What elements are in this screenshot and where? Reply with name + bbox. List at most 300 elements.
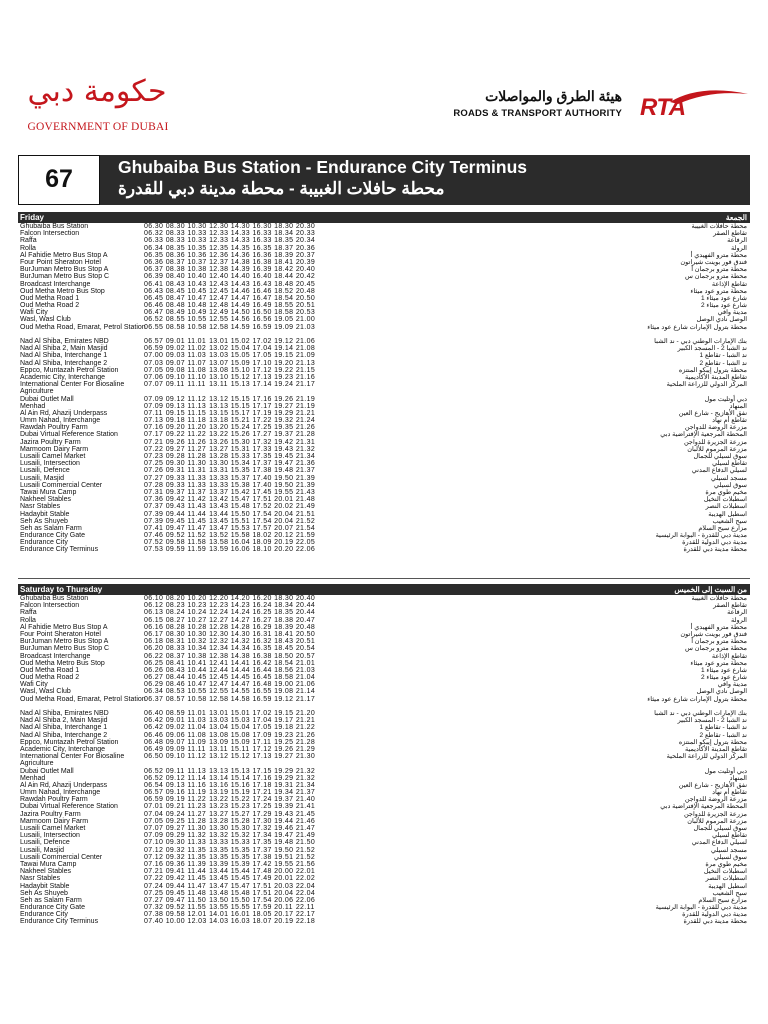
departure-time: 21.52	[295, 846, 316, 854]
departure-time: 08.33	[165, 645, 185, 653]
departure-time: 08.47	[165, 294, 185, 302]
departure-time: 06.10	[144, 595, 164, 602]
stop-name-arabic: مزرعة الروضة للدواجن	[684, 796, 747, 804]
departure-time: 21.59	[295, 532, 316, 540]
departure-time: 21.08	[295, 345, 316, 353]
departure-time: 19.09	[274, 323, 294, 331]
departure-time: 06.59	[144, 345, 164, 353]
departure-time: 17.13	[252, 373, 272, 381]
departure-time: 18.48	[274, 280, 294, 288]
departure-time: 09.44	[165, 882, 185, 890]
departure-time: 17.11	[252, 738, 272, 746]
table-row	[18, 645, 750, 652]
departure-time: 21.28	[295, 431, 316, 439]
departure-time: 18.39	[274, 251, 294, 259]
departure-time: 19.27	[274, 402, 294, 410]
saturday-to-thursday-timetable	[18, 584, 750, 926]
departure-time: 09.52	[165, 904, 185, 912]
departure-time: 06.41	[144, 280, 164, 288]
table-row	[18, 496, 750, 503]
departure-time: 14.01	[209, 911, 229, 919]
departure-time: 11.22	[187, 796, 207, 804]
departure-time: 07.38	[144, 911, 164, 919]
departure-times	[144, 532, 318, 539]
departure-time: 14.59	[230, 323, 251, 331]
stop-name: International Center For Biosaline Agriculture	[20, 381, 125, 396]
section-label-arabic: الجمعة	[725, 213, 747, 222]
departure-time: 15.13	[230, 767, 251, 775]
departure-time: 13.19	[209, 789, 229, 797]
departure-time: 17.05	[252, 724, 272, 732]
departure-time: 21.46	[295, 817, 316, 825]
stop-name-arabic: تقاطع لسيلي	[712, 460, 747, 468]
departure-time: 21.32	[295, 445, 316, 453]
departure-time: 13.32	[209, 832, 229, 840]
departure-time: 18.58	[274, 309, 294, 317]
stop-name: Oud Metha Road 2	[20, 674, 80, 682]
departure-times	[144, 688, 318, 695]
departure-times	[144, 460, 318, 467]
rta-branding	[400, 88, 750, 128]
departure-time: 08.58	[165, 323, 185, 331]
table-row	[18, 259, 750, 266]
departure-time: 08.20	[165, 595, 185, 602]
stop-name: Nad Al Shiba, Interchange 2	[20, 359, 108, 367]
table-row	[18, 868, 750, 875]
departure-time: 12.34	[209, 645, 229, 653]
departure-times	[144, 525, 318, 532]
stop-name: Wafi City	[20, 681, 48, 689]
table-row	[18, 789, 750, 796]
departure-time: 17.51	[252, 496, 272, 504]
departure-time: 21.39	[295, 474, 316, 482]
departure-time: 07.21	[144, 438, 164, 446]
section-label-arabic: من السبت إلى الخميس	[674, 585, 747, 594]
departure-time: 16.39	[252, 266, 272, 274]
departure-times	[144, 775, 318, 782]
departure-time: 11.35	[187, 846, 207, 854]
departure-time: 21.37	[295, 467, 316, 475]
departure-time: 15.19	[230, 789, 251, 797]
departure-time: 22.18	[295, 918, 316, 926]
departure-time: 10.28	[187, 623, 207, 631]
departure-time: 07.26	[144, 467, 164, 475]
departure-time: 21.31	[295, 438, 316, 446]
stop-name: International Center For Biosaline Agriculture	[20, 753, 125, 768]
departure-time: 18.45	[274, 645, 294, 653]
departure-time: 16.47	[252, 294, 272, 302]
departure-time: 11.19	[187, 789, 207, 797]
departure-time: 13.12	[209, 395, 229, 403]
table-row	[18, 667, 750, 674]
departure-time: 15.33	[230, 453, 251, 461]
departure-time: 15.30	[230, 825, 251, 833]
departure-time: 08.38	[165, 266, 185, 274]
departure-time: 15.12	[230, 753, 251, 761]
stop-name: Ghubaiba Bus Station	[20, 595, 89, 602]
table-row	[18, 796, 750, 803]
table-row	[18, 724, 750, 731]
stop-name: Oud Metha Road 2	[20, 302, 80, 310]
departure-time: 21.24	[295, 417, 316, 425]
table-row	[18, 230, 750, 237]
departure-time: 16.25	[252, 609, 272, 617]
departure-time: 07.23	[144, 453, 164, 461]
departure-time: 16.38	[252, 258, 272, 266]
departure-time: 16.33	[252, 230, 272, 238]
stop-name-arabic: المركز الدولي للزراعة الملحية	[666, 753, 747, 761]
stop-name: Nad Al Shiba, Interchange 1	[20, 352, 108, 360]
stop-name-arabic: مزرعة الروضة للدواجن	[684, 424, 747, 432]
route-title-arabic: محطة حافلات الغبيبة - محطة مدينة دبي للقدرة	[118, 179, 445, 198]
departure-times	[144, 746, 318, 753]
departure-time: 11.02	[187, 345, 207, 353]
departure-time: 15.48	[230, 889, 251, 897]
departure-time: 07.40	[144, 918, 164, 926]
departure-time: 09.30	[165, 839, 185, 847]
departure-time: 07.53	[144, 546, 164, 554]
table-row	[18, 338, 750, 345]
table-row	[18, 381, 750, 395]
departure-time: 15.12	[230, 373, 251, 381]
departure-time: 13.37	[209, 488, 229, 496]
table-row	[18, 696, 750, 710]
stop-name-arabic: مدينة دبي الدولية للقدرة	[682, 539, 747, 547]
departure-time: 07.46	[144, 532, 164, 540]
departure-time: 16.45	[252, 674, 272, 682]
stop-name-arabic: الرولة	[731, 244, 747, 252]
table-row	[18, 753, 750, 767]
departure-time: 18.55	[274, 302, 294, 310]
departure-time: 13.28	[209, 453, 229, 461]
departure-time: 21.45	[295, 810, 316, 818]
stop-name: Endurance City	[20, 539, 68, 547]
departure-time: 10.33	[187, 237, 207, 245]
departure-time: 06.18	[144, 638, 164, 646]
stop-name-arabic: ند الشبا - تقاطع 1	[699, 352, 747, 360]
departure-time: 15.30	[230, 438, 251, 446]
departure-time: 16.33	[252, 237, 272, 245]
departure-time: 16.48	[252, 681, 272, 689]
departure-time: 19.20	[274, 359, 294, 367]
stop-name: Raffa	[20, 609, 37, 617]
departure-times	[144, 847, 318, 854]
table-row	[18, 237, 750, 244]
departure-time: 07.11	[144, 409, 163, 417]
departure-time: 10.58	[187, 323, 207, 331]
departure-time: 17.33	[252, 445, 272, 453]
departure-time: 10.34	[187, 645, 207, 653]
departure-time: 11.35	[187, 853, 207, 861]
departure-times	[144, 237, 318, 244]
departure-time: 06.15	[144, 616, 164, 624]
departure-time: 10.43	[187, 280, 207, 288]
departure-time: 21.19	[295, 395, 316, 403]
departure-time: 08.30	[165, 630, 185, 638]
departure-time: 10.30	[187, 630, 207, 638]
departure-time: 18.41	[274, 258, 294, 266]
departure-time: 06.57	[144, 338, 164, 346]
departure-times	[144, 316, 318, 323]
departure-time: 11.13	[187, 767, 207, 775]
stop-name-arabic: فندق فور بوينت شيراتون	[680, 258, 747, 266]
departure-time: 16.42	[252, 659, 272, 667]
stop-name: Tawai Mura Camp	[20, 860, 77, 868]
departure-time: 20.36	[295, 244, 316, 252]
departure-time: 09.07	[165, 738, 185, 746]
departure-time: 09.02	[165, 724, 185, 732]
departure-time: 17.17	[252, 402, 272, 410]
departure-time: 20.50	[295, 630, 316, 638]
departure-time: 21.51	[295, 510, 316, 518]
departure-time: 09.26	[165, 438, 185, 446]
stop-name: Marmoom Dairy Farm	[20, 445, 89, 453]
departure-time: 20.45	[295, 280, 316, 288]
departure-times	[144, 288, 318, 295]
departure-time: 19.32	[274, 417, 294, 425]
stop-name: Umm Nahad, Interchange	[20, 789, 101, 797]
departure-time: 11.45	[187, 875, 207, 883]
departure-time: 11.44	[187, 510, 207, 518]
departure-time: 17.25	[252, 803, 272, 811]
departure-time: 17.32	[252, 438, 272, 446]
departure-time: 16.50	[252, 309, 272, 317]
departure-time: 07.25	[144, 889, 164, 897]
departure-time: 08.23	[165, 602, 185, 610]
departure-time: 11.16	[187, 781, 207, 789]
stop-name-arabic: الرفاعة	[727, 609, 747, 617]
departure-time: 17.25	[252, 424, 272, 432]
table-row	[18, 861, 750, 868]
departure-time: 12.33	[209, 230, 229, 238]
departure-times	[144, 890, 318, 897]
departure-time: 09.47	[165, 896, 185, 904]
departure-time: 06.27	[144, 674, 164, 682]
departure-time: 21.06	[295, 681, 316, 689]
departure-time: 11.58	[187, 539, 207, 547]
stop-name: Dubai Virtual Reference Station	[20, 431, 118, 439]
departure-time: 06.48	[144, 738, 164, 746]
departure-time: 21.00	[295, 316, 316, 324]
departure-time: 09.25	[165, 817, 185, 825]
departure-time: 13.28	[209, 817, 229, 825]
departure-time: 13.12	[209, 753, 229, 761]
departure-time: 07.04	[144, 810, 164, 818]
departure-time: 19.34	[274, 789, 294, 797]
departure-time: 06.40	[144, 710, 164, 718]
stop-name-arabic: لسيلي الدفاع المدني	[691, 467, 747, 475]
stop-name: BurJuman Metro Bus Stop C	[20, 645, 110, 653]
departure-time: 16.31	[252, 630, 272, 638]
departure-time: 14.56	[230, 316, 251, 324]
table-row	[18, 890, 750, 897]
departure-time: 13.04	[209, 724, 229, 732]
departure-time: 20.40	[295, 266, 316, 274]
departure-time: 21.49	[295, 832, 316, 840]
stop-name-arabic: ند الشبا 2 - المسجد الكبير	[677, 345, 747, 353]
table-row	[18, 609, 750, 616]
departure-time: 21.41	[295, 803, 316, 811]
departure-time: 11.47	[187, 882, 207, 890]
stop-name-arabic: مزرعة المرموم للألبان	[687, 817, 747, 825]
departure-time: 19.42	[274, 438, 294, 446]
departure-time: 14.45	[230, 674, 251, 682]
stop-name: Marmoom Dairy Farm	[20, 817, 89, 825]
departure-time: 14.58	[230, 695, 251, 703]
departure-time: 16.43	[252, 280, 272, 288]
route-title-english: Ghubaiba Bus Station - Endurance City Terminus	[118, 157, 528, 177]
departure-time: 06.37	[144, 266, 164, 274]
departure-time: 12.48	[209, 302, 229, 310]
stop-name-arabic: محطة مترو برجمان أ	[691, 638, 747, 646]
stop-name: Endurance City	[20, 911, 68, 919]
departure-time: 13.43	[209, 503, 229, 511]
stop-name-arabic: مدينة دبي للقدرة - البوابة الرئيسية	[655, 904, 747, 912]
departure-time: 17.21	[252, 789, 272, 797]
departure-time: 15.08	[230, 731, 251, 739]
departure-time: 14.24	[230, 609, 251, 617]
departure-times	[144, 832, 318, 839]
departure-time: 09.33	[165, 474, 185, 482]
departure-time: 19.29	[274, 409, 294, 417]
stop-name: Endurance City Terminus	[20, 546, 99, 554]
departure-time: 13.58	[209, 539, 229, 547]
departure-time: 11.37	[187, 488, 207, 496]
departure-time: 15.50	[230, 896, 251, 904]
departure-time: 20.04	[274, 510, 294, 518]
departure-time: 19.37	[274, 431, 294, 439]
departure-time: 19.25	[274, 738, 294, 746]
table-row	[18, 918, 750, 925]
departure-time: 20.02	[274, 503, 294, 511]
stop-name: Nad Al Shiba, Emirates NBD	[20, 338, 109, 346]
departure-time: 07.41	[144, 524, 164, 532]
departure-time: 11.39	[187, 860, 207, 868]
departure-time: 22.04	[295, 882, 316, 890]
departure-time: 07.22	[144, 445, 164, 453]
stop-name: BurJuman Metro Bus Stop A	[20, 266, 109, 274]
departure-times	[144, 904, 318, 911]
departure-time: 13.47	[209, 524, 229, 532]
departure-time: 12.28	[209, 623, 229, 631]
departure-time: 18.38	[274, 616, 294, 624]
departure-time: 12.45	[209, 287, 229, 295]
departure-time: 08.36	[165, 251, 185, 259]
departure-times	[144, 653, 318, 660]
departure-time: 06.52	[144, 774, 164, 782]
table-row	[18, 223, 750, 230]
departure-time: 09.20	[165, 424, 185, 432]
section-label-english: Saturday to Thursday	[20, 585, 103, 594]
departure-time: 11.12	[187, 753, 207, 761]
section-label-english: Friday	[20, 213, 45, 222]
departure-time: 13.47	[209, 882, 229, 890]
departure-time: 06.50	[144, 753, 164, 761]
departure-time: 08.45	[165, 287, 185, 295]
departure-time: 19.48	[274, 467, 294, 475]
stop-name: Oud Metha Road 1	[20, 666, 80, 674]
table-row	[18, 295, 750, 302]
departure-time: 14.35	[230, 244, 251, 252]
stop-name: Broadcast Interchange	[20, 652, 91, 660]
departure-times	[144, 854, 318, 861]
departure-time: 07.05	[144, 366, 164, 374]
departure-time: 15.47	[230, 882, 251, 890]
departure-time: 18.44	[274, 273, 294, 281]
departure-time: 15.11	[230, 745, 250, 753]
table-row	[18, 489, 750, 496]
departure-times	[144, 546, 318, 553]
departure-time: 08.43	[165, 280, 185, 288]
departure-time: 14.32	[230, 638, 251, 646]
stop-name-arabic: مزرعة الجزيرة للدواجن	[683, 438, 747, 446]
stop-name: Oud Metha Metro Bus Stop	[20, 287, 105, 295]
departure-time: 20.07	[274, 524, 294, 532]
departure-time: 13.13	[209, 402, 229, 410]
departure-time: 13.48	[209, 889, 229, 897]
table-row	[18, 825, 750, 832]
departure-time: 13.18	[209, 417, 229, 425]
departure-times	[144, 539, 318, 546]
departure-time: 22.02	[295, 875, 316, 883]
stop-name: Nad Al Shiba 2, Main Masjid	[20, 345, 108, 353]
departure-time: 17.09	[252, 731, 272, 739]
table-row	[18, 732, 750, 739]
departure-time: 21.20	[295, 710, 316, 718]
departure-time: 06.22	[144, 652, 164, 660]
departure-time: 07.27	[144, 474, 164, 482]
departure-time: 10.58	[187, 695, 207, 703]
departure-time: 19.26	[274, 745, 294, 753]
departure-time: 15.02	[230, 338, 251, 346]
departure-time: 06.57	[144, 789, 164, 797]
departure-time: 07.12	[144, 846, 164, 854]
departure-time: 09.03	[165, 352, 185, 360]
departure-time: 09.21	[165, 803, 185, 811]
departure-times	[144, 259, 318, 266]
departure-time: 13.07	[209, 359, 229, 367]
departure-time: 07.07	[144, 381, 164, 389]
stop-name: Dubai Outlet Mall	[20, 395, 74, 403]
departure-time: 08.31	[165, 638, 185, 646]
departure-time: 06.29	[144, 681, 164, 689]
table-row	[18, 273, 750, 280]
departure-time: 20.47	[295, 616, 316, 624]
departure-time: 12.35	[209, 244, 229, 252]
departure-time: 19.37	[274, 796, 294, 804]
departure-times	[144, 868, 318, 875]
stop-name-arabic: مسجد لسيلي	[710, 474, 747, 482]
table-row	[18, 453, 750, 460]
departure-times	[144, 724, 318, 731]
departure-time: 16.35	[252, 244, 272, 252]
departure-time: 13.01	[209, 338, 229, 346]
departure-time: 13.50	[209, 896, 229, 904]
departure-time: 12.47	[209, 681, 229, 689]
departure-time: 21.09	[295, 352, 316, 360]
table-row	[18, 439, 750, 446]
table-row	[18, 746, 750, 753]
table-row	[18, 324, 750, 338]
departure-time: 18.43	[274, 638, 294, 646]
stop-name-arabic: نفق الأهازيج - شارع العين	[678, 409, 747, 417]
departure-time: 11.33	[187, 474, 207, 482]
table-row	[18, 546, 750, 553]
route-title-bar	[18, 155, 750, 205]
departure-time: 09.32	[165, 853, 185, 861]
departure-times	[144, 345, 318, 352]
departure-time: 09.15	[165, 409, 185, 417]
